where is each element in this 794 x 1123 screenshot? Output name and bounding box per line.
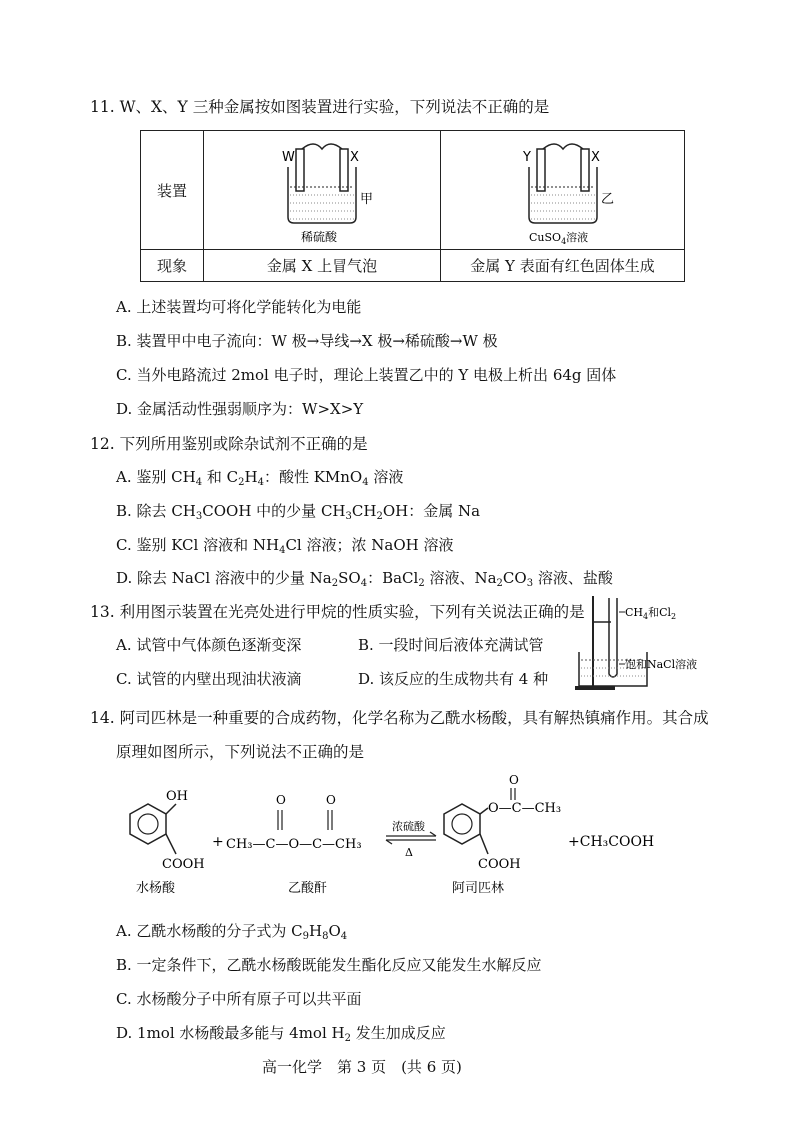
acetic-acid-byproduct: +CH₃COOH [568, 834, 655, 850]
page-footer: 高一化学 第 3 页 (共 6 页) [262, 1058, 462, 1076]
salicylic-acid-name: 水杨酸 [136, 881, 176, 896]
cell-yi-label: 乙 [601, 192, 615, 207]
cell-jia-label: 甲 [360, 192, 374, 207]
q13-option-c: C. 试管的内壁出现油状液滴 [116, 670, 302, 688]
q14-stem-line1: 14. 阿司匹林是一种重要的合成药物，化学名称为乙酰水杨酸，具有解热镇痛作用。其合成 [90, 709, 709, 727]
electrode-y-label: Y [523, 150, 531, 165]
q14-option-b: B. 一定条件下，乙酰水杨酸既能发生酯化反应又能发生水解反应 [116, 956, 542, 974]
electrode-x-label: X [350, 150, 359, 165]
device-yi-cell [441, 131, 685, 250]
galvanic-cell-yi-diagram [441, 131, 684, 249]
q11-stem: 11. W、X、Y 三种金属按如图装置进行实验，下列说法不正确的是 [90, 98, 550, 116]
acetic-anhydride-formula: CH₃—C—O—C—CH₃ [226, 837, 362, 852]
device-jia-cell [204, 131, 441, 250]
q14-option-a: A. 乙酰水杨酸的分子式为 $C_9H_8O_4$ [116, 922, 348, 942]
aspirin-ester-chain: O—C—CH₃ [488, 801, 562, 816]
q13-option-a: A. 试管中气体颜色逐渐变深 [116, 636, 302, 654]
carbonyl-o-1: O [276, 793, 286, 807]
q12-stem: 12. 下列所用鉴别或除杂试剂不正确的是 [90, 435, 368, 453]
q14-option-d: D. 1mol 水杨酸最多能与 4mol $H_2$ 发生加成反应 [116, 1024, 446, 1044]
q14-stem-line2: 原理如图所示，下列说法不正确的是 [116, 743, 365, 761]
phenomenon-yi: 金属 Y 表面有红色固体生成 [441, 250, 685, 282]
cooh-group-2: COOH [478, 857, 521, 872]
carbonyl-o-3: O [509, 773, 519, 787]
q11-option-c: C. 当外电路流过 2mol 电子时，理论上装置乙中的 Y 电极上析出 64g 固体 [116, 366, 617, 384]
q13-option-d: D. 该反应的生成物共有 4 种 [358, 670, 549, 688]
q13-stem: 13. 利用图示装置在光亮处进行甲烷的性质实验，下列有关说法正确的是 [90, 603, 585, 621]
q11-option-d: D. 金属活动性强弱顺序为：W>X>Y [116, 400, 364, 418]
electrode-w-label: W [282, 150, 295, 165]
copper-sulfate-label: CuSO$_4$溶液 [529, 231, 589, 246]
q12-option-d: D. 除去 NaCl 溶液中的少量 $Na_2SO_4$：BaCl$_2$ 溶液、$Na_2CO_3$ 溶液、盐酸 [116, 569, 613, 589]
q11-experiment-table [140, 130, 685, 282]
dilute-sulfuric-acid-label: 稀硫酸 [301, 230, 338, 244]
methane-chlorine-apparatus [565, 590, 735, 695]
table-header-device: 装置 [141, 131, 204, 250]
aspirin-synthesis-reaction [100, 770, 700, 910]
saturated-nacl-label: 饱和NaCl溶液 [625, 658, 698, 671]
q12-option-c: C. 鉴别 KCl 溶液和 $NH_4Cl$ 溶液；浓 NaOH 溶液 [116, 536, 454, 556]
condition-concentrated-sulfuric-acid: 浓硫酸 [392, 820, 425, 833]
galvanic-cell-jia-diagram [204, 131, 440, 249]
condition-heat: Δ [405, 846, 413, 859]
carbonyl-o-2: O [326, 793, 336, 807]
phenomenon-jia: 金属 X 上冒气泡 [204, 250, 441, 282]
aspirin-name: 阿司匹林 [452, 881, 505, 896]
q12-option-a: A. 鉴别 $CH_4$ 和 $C_2H_4$：酸性 KMnO$_4$ 溶液 [116, 468, 404, 488]
q13-option-b: B. 一段时间后液体充满试管 [358, 636, 544, 654]
q11-option-a: A. 上述装置均可将化学能转化为电能 [116, 298, 362, 316]
plus-sign: + [212, 834, 224, 850]
electrode-x-label-2: X [591, 150, 600, 165]
cooh-group-1: COOH [162, 857, 205, 872]
oh-group: OH [166, 789, 188, 804]
q14-option-c: C. 水杨酸分子中所有原子可以共平面 [116, 990, 362, 1008]
q12-option-b: B. 除去 $CH_3COOH$ 中的少量 $CH_3CH_2OH$：金属 Na [116, 502, 481, 522]
q11-option-b: B. 装置甲中电子流向：W 极→导线→X 极→稀硫酸→W 极 [116, 332, 498, 350]
acetic-anhydride-name: 乙酸酐 [288, 881, 328, 896]
gas-label: $CH_4$和$Cl_2$ [625, 606, 677, 621]
table-header-phenomenon: 现象 [141, 250, 204, 282]
